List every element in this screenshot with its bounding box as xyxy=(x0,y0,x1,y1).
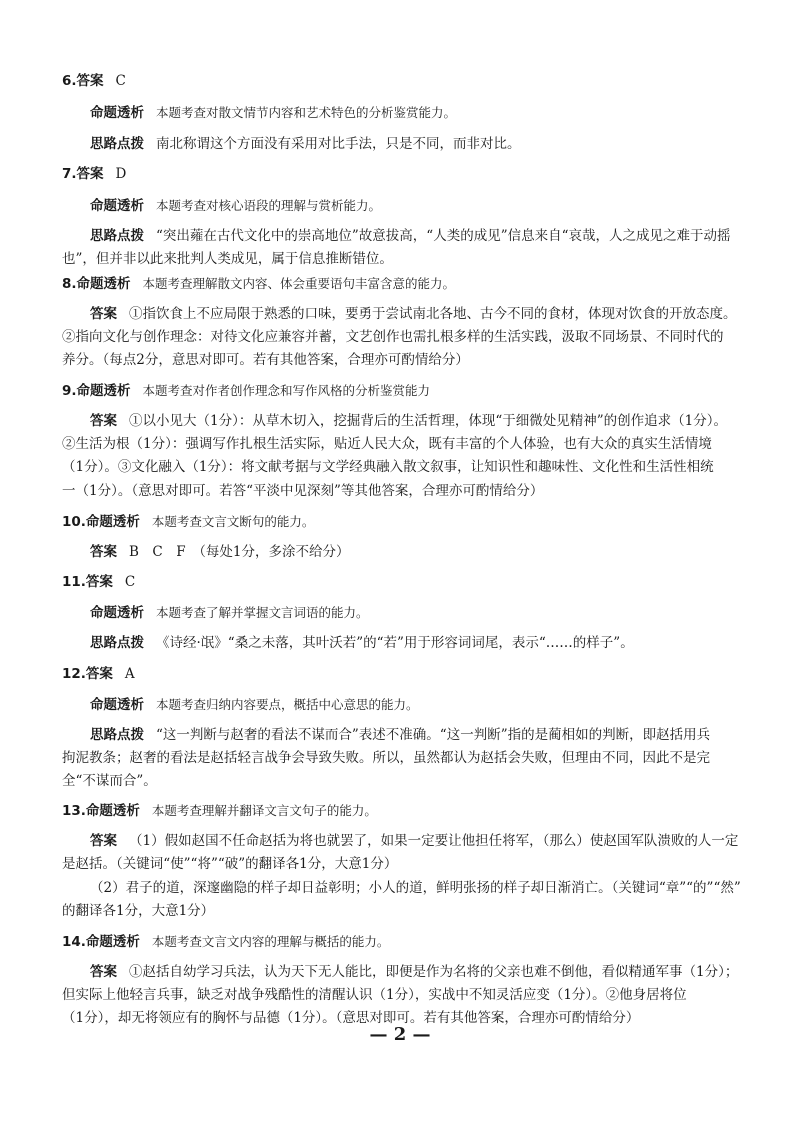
q7-answer: 7.答案 D xyxy=(62,166,127,182)
q8-answer-cont1: ②指向文化与创作理念：对待文化应兼容并蓄，文艺创作也需扎根多样的生活实践，汲取不同场景、不同时代的 xyxy=(62,329,724,345)
q9-answer: 答案 ①以小见大（1分）：从草木切入，挖掘背后的生活哲理，体现“于细微处见精神”的创作追求（1分）。 xyxy=(90,413,727,429)
q11-analysis: 命题透析 本题考查了解并掌握文言词语的能力。 xyxy=(90,605,369,621)
q11-tips: 思路点拨 《诗经·氓》“桑之未落，其叶沃若”的“若”用于形容词词尾，表示“……的样子”。 xyxy=(90,635,634,651)
page-number: — 2 — xyxy=(369,1024,431,1045)
q6-tips: 思路点拨 南北称谓这个方面没有采用对比手法，只是不同，而非对比。 xyxy=(90,136,521,152)
q13-answer-cont1: 是赵括。（关键词“使”“将”“破”的翻译各1分，大意1分） xyxy=(62,856,398,872)
q14-answer: 答案 ①赵括自幼学习兵法，认为天下无人能比，即便是作为名将的父亲也难不倒他，看似精通军事（1分）； xyxy=(90,964,739,980)
q11-answer: 11.答案 C xyxy=(62,574,136,590)
q13-answer-cont2: （2）君子的道，深邃幽隐的样子却日益彰明；小人的道，鲜明张扬的样子却日渐消亡。（关键词“章”“的”“然” xyxy=(90,880,741,896)
q14-answer-cont1: 但实际上他轻言兵事，缺乏对战争残酷性的清醒认识（1分），实战中不知灵活应变（1分）。②他身居将位 xyxy=(62,987,687,1003)
q7-tips-cont: 也”，但并非以此来批判人类成见，属于信息推断错位。 xyxy=(62,251,393,267)
q14-answer-cont2: （1分），却无将领应有的胸怀与品德（1分）。（意思对即可。若有其他答案，合理亦可酌情给分） xyxy=(62,1010,640,1026)
q9-analysis: 9.命题透析 本题考查对作者创作理念和写作风格的分析鉴赏能力 xyxy=(62,383,431,399)
q14-analysis: 14.命题透析 本题考查文言文内容的理解与概括的能力。 xyxy=(62,934,390,950)
q8-answer: 答案 ①指饮食上不应局限于熟悉的口味，要勇于尝试南北各地、古今不同的食材，体现对饮食的开放态度。 xyxy=(90,306,737,322)
q9-answer-cont3: 一（1分）。（意思对即可。若答“平淡中见深刻”等其他答案，合理亦可酌情给分） xyxy=(62,483,544,499)
q12-answer: 12.答案 A xyxy=(62,666,135,682)
q6-analysis: 命题透析 本题考查对散文情节内容和艺术特色的分析鉴赏能力。 xyxy=(90,105,457,121)
q8-answer-cont2: 养分。（每点2分，意思对即可。若有其他答案，合理亦可酌情给分） xyxy=(62,352,469,368)
q12-analysis: 命题透析 本题考查归纳内容要点，概括中心意思的能力。 xyxy=(90,697,419,713)
q6-answer: 6.答案 C xyxy=(62,73,126,89)
q10-analysis: 10.命题透析 本题考查文言文断句的能力。 xyxy=(62,514,315,530)
q8-analysis: 8.命题透析 本题考查理解散文内容、体会重要语句丰富含意的能力。 xyxy=(62,276,456,292)
q9-answer-cont2: （1分）。③文化融入（1分）：将文献考据与文学经典融入散文叙事，让知识性和趣味性、文化性和生活性相统 xyxy=(62,459,714,475)
q7-analysis: 命题透析 本题考查对核心语段的理解与赏析能力。 xyxy=(90,198,382,214)
q7-tips: 思路点拨 “突出蕹在古代文化中的崇高地位”故意拔高，“人类的成见”信息来自“哀哉，人之成见之难于动摇 xyxy=(90,228,731,244)
q13-answer-cont3: 的翻译各1分，大意1分） xyxy=(62,903,215,919)
q12-tips-cont2: 全“不谋而合”。 xyxy=(62,773,157,789)
q12-tips-cont1: 拘泥教条；赵奢的看法是赵括轻言战争会导致失败。所以，虽然都认为赵括会失败，但理由不同，因此不是完 xyxy=(62,750,710,766)
q12-tips: 思路点拨 “这一判断与赵奢的看法不谋而合”表述不准确。“这一判断”指的是蔺相如的判断，即赵括用兵 xyxy=(90,727,711,743)
q10-answer: 答案 B C F （每处1分，多涂不给分） xyxy=(90,544,350,560)
q9-answer-cont1: ②生活为根（1分）：强调写作扎根生活实际，贴近人民大众，既有丰富的个人体验，也有大众的真实生活情境 xyxy=(62,436,712,452)
q13-analysis: 13.命题透析 本题考查理解并翻译文言文句子的能力。 xyxy=(62,803,377,819)
q13-answer: 答案 （1）假如赵国不任命赵括为将也就罢了，如果一定要让他担任将军，（那么）使赵国军队溃败的人一定 xyxy=(90,833,739,849)
